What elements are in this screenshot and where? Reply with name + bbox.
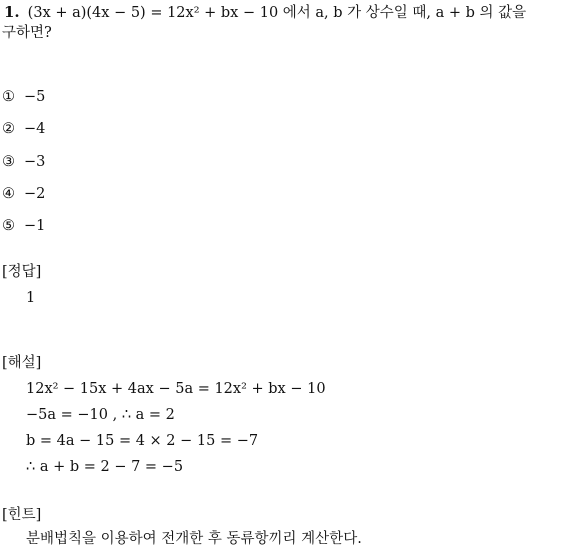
question-number: 1. bbox=[4, 3, 20, 21]
answer-label: [정답] bbox=[2, 264, 42, 280]
option-value: −4 bbox=[24, 121, 46, 137]
question-line-1 bbox=[4, 2, 526, 23]
question-line-2: 구하면? bbox=[2, 25, 52, 41]
option-3[interactable] bbox=[2, 152, 45, 172]
option-1[interactable] bbox=[2, 87, 45, 107]
option-value: −2 bbox=[24, 186, 46, 202]
option-marker: ③ bbox=[2, 154, 15, 170]
hint-text: 분배법칙을 이용하여 전개한 후 동류항끼리 계산한다. bbox=[26, 531, 362, 547]
option-marker: ⑤ bbox=[2, 218, 15, 234]
option-value: −3 bbox=[24, 154, 46, 170]
option-marker: ④ bbox=[2, 186, 15, 202]
explanation-label: [해설] bbox=[2, 355, 42, 371]
explanation-line-4: ∴ a + b = 2 − 7 = −5 bbox=[26, 459, 184, 475]
option-5[interactable] bbox=[2, 216, 45, 236]
explanation-line-3: b = 4a − 15 = 4 × 2 − 15 = −7 bbox=[26, 433, 259, 449]
option-marker: ② bbox=[2, 121, 15, 137]
answer-value: 1 bbox=[26, 290, 36, 306]
question-text-1: (3x + a)(4x − 5) = 12x² + bx − 10 에서 a, b 가 상수일 때, a + b 의 값을 bbox=[27, 5, 527, 21]
hint-label: [힌트] bbox=[2, 507, 42, 523]
explanation-line-1: 12x² − 15x + 4ax − 5a = 12x² + bx − 10 bbox=[26, 381, 326, 397]
option-4[interactable] bbox=[2, 184, 45, 204]
option-2[interactable] bbox=[2, 119, 45, 139]
explanation-line-2: −5a = −10 , ∴ a = 2 bbox=[26, 407, 175, 423]
option-value: −1 bbox=[24, 218, 46, 234]
option-marker: ① bbox=[2, 89, 15, 105]
option-value: −5 bbox=[24, 89, 46, 105]
